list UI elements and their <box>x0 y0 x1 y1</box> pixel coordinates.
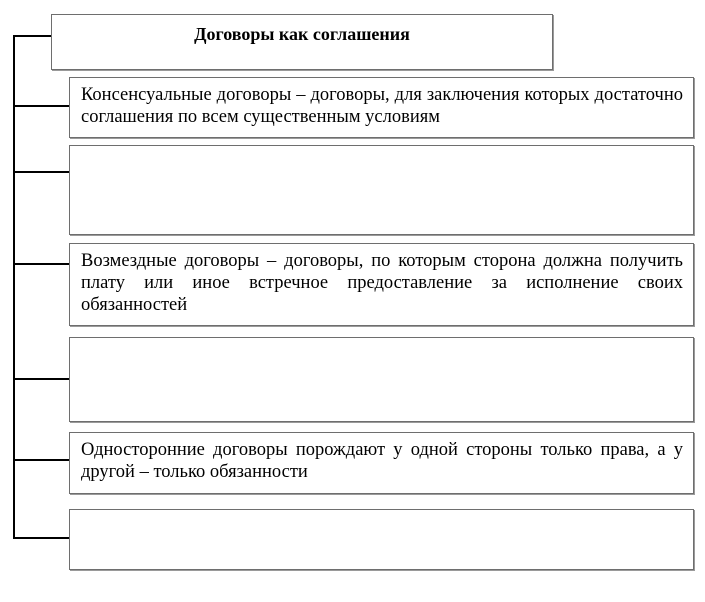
connector-item-1 <box>13 105 69 107</box>
empty-box-2 <box>69 337 694 422</box>
empty-box-1 <box>69 145 694 235</box>
consensual-contracts-text: Консенсуальные договоры – договоры, для заключения которых достаточно соглашения по всем существенным условиям <box>81 85 683 127</box>
unilateral-contracts-text: Односторонние договоры порождают у одной стороны только права, а у другой – только обязанности <box>81 440 683 482</box>
connector-item-3 <box>13 263 69 265</box>
paid-contracts-box <box>69 243 694 326</box>
unilateral-contracts-box <box>69 432 694 494</box>
connector-item-4 <box>13 378 69 380</box>
connector-item-5 <box>13 459 69 461</box>
connector-item-6 <box>13 537 69 539</box>
paid-contracts-text: Возмездные договоры – договоры, по которым сторона должна получить плату или иное встречное предоставление за исполнение своих обязанностей <box>81 251 683 315</box>
diagram-title: Договоры как соглашения <box>194 24 410 44</box>
connector-item-2 <box>13 171 69 173</box>
connector-title <box>13 35 51 37</box>
title-box <box>51 14 553 70</box>
empty-box-3 <box>69 509 694 570</box>
connector-spine <box>13 36 15 538</box>
consensual-contracts-box <box>69 77 694 138</box>
